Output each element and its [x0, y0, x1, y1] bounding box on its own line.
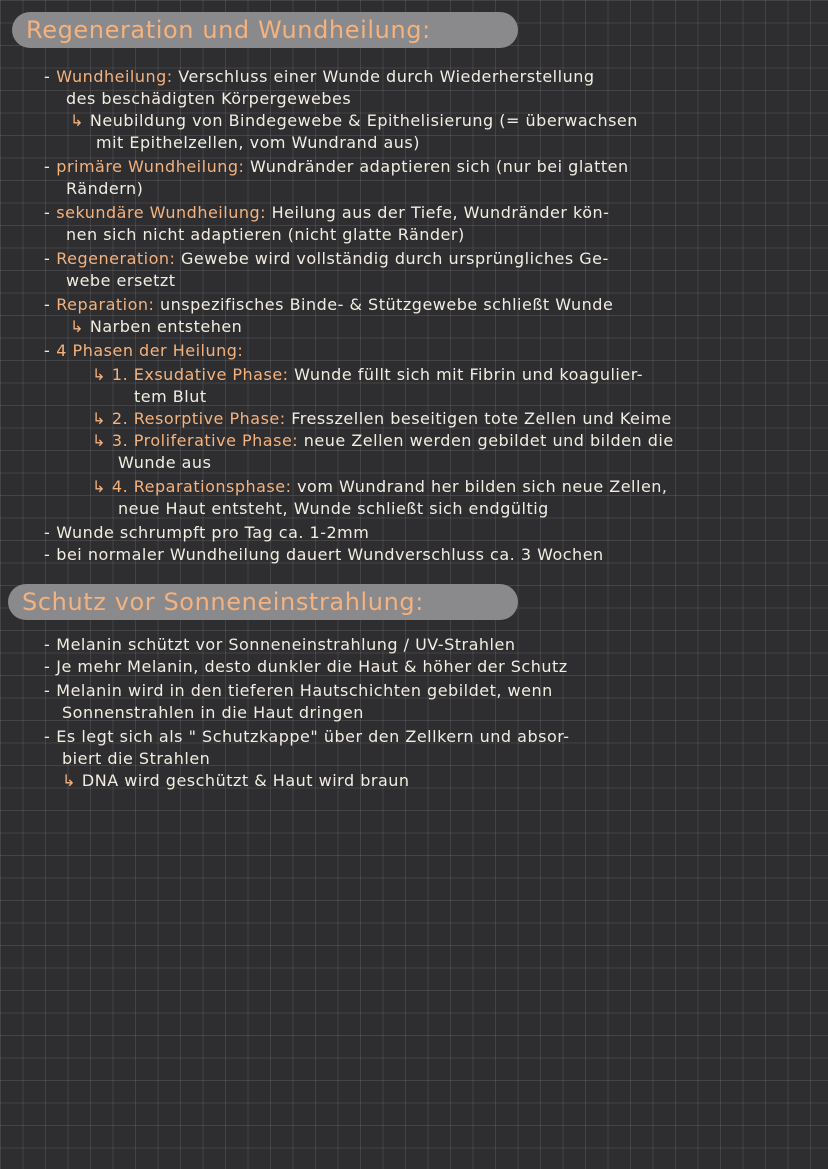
continuation-line: neue Haut entsteht, Wunde schließt sich endgültig	[118, 499, 549, 518]
bullet-regeneration	[44, 248, 609, 270]
section-title-sonnenschutz: Schutz vor Sonneneinstrahlung:	[8, 584, 518, 620]
dash-icon: -	[44, 545, 51, 564]
text: Melanin wird in den tieferen Hautschichten gebildet, wenn	[56, 681, 553, 700]
continuation-line: des beschädigten Körpergewebes	[66, 89, 352, 108]
term: 3. Proliferative Phase:	[111, 431, 299, 450]
phase-4	[92, 476, 668, 498]
arrow-icon: ↳	[92, 409, 106, 428]
dash-icon: -	[44, 727, 51, 746]
continuation-line: mit Epithelzellen, vom Wundrand aus)	[96, 133, 420, 152]
bullet-melanin-schuetzt	[44, 634, 515, 656]
text: Heilung aus der Tiefe, Wundränder kön-	[266, 203, 610, 222]
continuation-line: Sonnenstrahlen in die Haut dringen	[62, 703, 364, 722]
dash-icon: -	[44, 635, 51, 654]
continuation-line: nen sich nicht adaptieren (nicht glatte Ränder)	[66, 225, 465, 244]
dash-icon: -	[44, 295, 51, 314]
bullet-reparation	[44, 294, 613, 316]
text: bei normaler Wundheilung dauert Wundverschluss ca. 3 Wochen	[56, 545, 604, 564]
bullet-primaere-wundheilung	[44, 156, 629, 178]
sub-bullet-dna	[62, 770, 410, 792]
bullet-melanin-gebildet	[44, 680, 553, 702]
bullet-dauer	[44, 544, 604, 566]
text: Neubildung von Bindegewebe & Epithelisierung (= überwachsen	[89, 111, 638, 130]
term: 4 Phasen der Heilung:	[56, 341, 244, 360]
dash-icon: -	[44, 157, 51, 176]
text: Narben entstehen	[89, 317, 243, 336]
sub-bullet-narben	[70, 316, 242, 338]
term: 4. Reparationsphase:	[111, 477, 292, 496]
sub-bullet-neubildung	[70, 110, 638, 132]
text: Wunde füllt sich mit Fibrin und koagulier-	[288, 365, 644, 384]
text: Es legt sich als " Schutzkappe" über den Zellkern und absor-	[56, 727, 570, 746]
term: primäre Wundheilung:	[56, 157, 245, 176]
text: neue Zellen werden gebildet und bilden die	[298, 431, 674, 450]
text: Wundränder adaptieren sich (nur bei glatten	[244, 157, 629, 176]
bullet-sekundaere-wundheilung	[44, 202, 609, 224]
arrow-icon: ↳	[92, 477, 106, 496]
term: 2. Resorptive Phase:	[111, 409, 286, 428]
bullet-je-mehr-melanin	[44, 656, 568, 678]
bullet-phasen	[44, 340, 243, 362]
arrow-icon: ↳	[92, 431, 106, 450]
dash-icon: -	[44, 249, 51, 268]
text: Melanin schützt vor Sonneneinstrahlung / UV-Strahlen	[56, 635, 516, 654]
text: Fresszellen beseitigen tote Zellen und Keime	[285, 409, 672, 428]
text: Wunde schrumpft pro Tag ca. 1-2mm	[56, 523, 370, 542]
text: Je mehr Melanin, desto dunkler die Haut & höher der Schutz	[56, 657, 568, 676]
continuation-line: tem Blut	[134, 387, 207, 406]
text: Gewebe wird vollständig durch ursprüngliches Ge-	[175, 249, 609, 268]
arrow-icon: ↳	[70, 317, 84, 336]
dash-icon: -	[44, 341, 51, 360]
arrow-icon: ↳	[70, 111, 84, 130]
bullet-schrumpft	[44, 522, 369, 544]
continuation-line: webe ersetzt	[66, 271, 176, 290]
text: Verschluss einer Wunde durch Wiederherstellung	[172, 67, 595, 86]
bullet-schutzkappe	[44, 726, 570, 748]
continuation-line: biert die Strahlen	[62, 749, 211, 768]
dash-icon: -	[44, 523, 51, 542]
phase-2	[92, 408, 672, 430]
text: DNA wird geschützt & Haut wird braun	[81, 771, 410, 790]
dash-icon: -	[44, 203, 51, 222]
phase-3	[92, 430, 674, 452]
term: Regeneration:	[56, 249, 176, 268]
term: Wundheilung:	[56, 67, 173, 86]
phase-1	[92, 364, 643, 386]
arrow-icon: ↳	[92, 365, 106, 384]
dash-icon: -	[44, 67, 51, 86]
dash-icon: -	[44, 657, 51, 676]
term: Reparation:	[56, 295, 155, 314]
bullet-wundheilung	[44, 66, 595, 88]
section-title-regeneration: Regeneration und Wundheilung:	[12, 12, 518, 48]
arrow-icon: ↳	[62, 771, 76, 790]
continuation-line: Rändern)	[66, 179, 144, 198]
term: 1. Exsudative Phase:	[111, 365, 289, 384]
term: sekundäre Wundheilung:	[56, 203, 267, 222]
text: unspezifisches Binde- & Stützgewebe schließt Wunde	[154, 295, 614, 314]
text: vom Wundrand her bilden sich neue Zellen,	[291, 477, 668, 496]
continuation-line: Wunde aus	[118, 453, 212, 472]
dash-icon: -	[44, 681, 51, 700]
